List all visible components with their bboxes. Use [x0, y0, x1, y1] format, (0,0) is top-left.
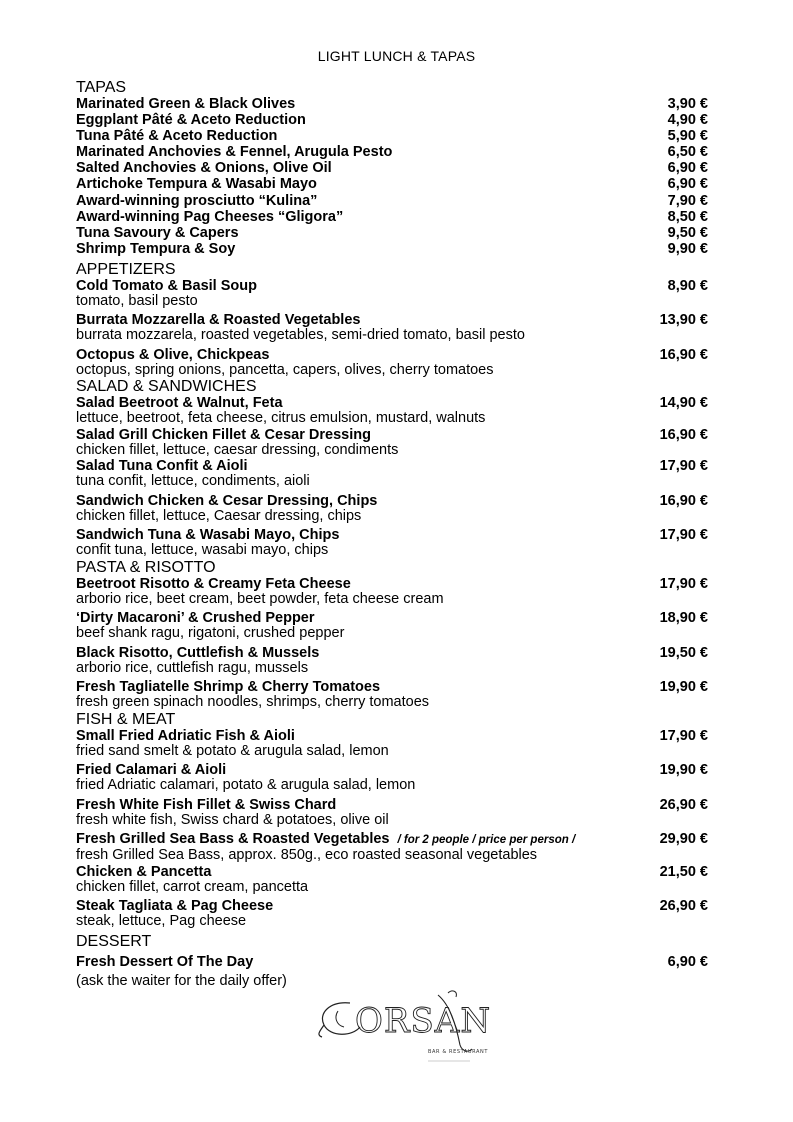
- item-name: Steak Tagliata & Pag Cheese: [76, 898, 274, 915]
- menu-item: [76, 493, 708, 525]
- item-description: steak, lettuce, Pag cheese: [76, 913, 247, 930]
- section-title: PASTA & RISOTTO: [76, 558, 216, 576]
- item-description: chicken fillet, carrot cream, pancetta: [76, 878, 309, 895]
- menu-item: [76, 144, 708, 160]
- item-description: burrata mozzarela, roasted vegetables, semi-dried tomato, basil pesto: [76, 327, 525, 344]
- item-description: arborio rice, cuttlefish ragu, mussels: [76, 659, 309, 676]
- menu-item: [76, 898, 708, 930]
- section-title: FISH & MEAT: [76, 710, 176, 728]
- menu-item: [76, 278, 708, 310]
- item-price: 13,90 €: [659, 312, 708, 329]
- menu-item: [76, 458, 708, 490]
- item-price: 26,90 €: [659, 898, 708, 915]
- item-name: Octopus & Olive, Chickpeas: [76, 346, 270, 363]
- item-description: tuna confit, lettuce, condiments, aioli: [76, 473, 310, 490]
- item-price: 19,90 €: [659, 679, 708, 696]
- menu-item: [76, 225, 708, 241]
- item-price: 6,90 €: [667, 160, 708, 177]
- section-pasta-risotto: [76, 559, 708, 711]
- item-price: 17,90 €: [659, 575, 708, 592]
- item-price: 18,90 €: [659, 610, 708, 627]
- item-name: Fresh Dessert Of The Day: [76, 953, 254, 970]
- item-price: 4,90 €: [667, 112, 708, 129]
- item-description: fresh Grilled Sea Bass, approx. 850g., eco roasted seasonal vegetables: [76, 847, 538, 864]
- section-title: SALAD & SANDWICHES: [76, 378, 257, 396]
- menu-item: [76, 112, 708, 128]
- menu-item: [76, 797, 708, 829]
- menu-item: [76, 347, 708, 379]
- section-tapas: [76, 79, 708, 257]
- item-price: 21,50 €: [659, 863, 708, 880]
- item-price: 17,90 €: [659, 527, 708, 544]
- item-name: [76, 831, 575, 848]
- item-description: (ask the waiter for the daily offer): [76, 972, 287, 989]
- item-name: Cold Tomato & Basil Soup: [76, 277, 257, 294]
- menu-item: [76, 831, 708, 864]
- item-description: confit tuna, lettuce, wasabi mayo, chips: [76, 542, 329, 559]
- menu-item: [76, 527, 708, 559]
- item-price: 3,90 €: [667, 96, 708, 112]
- item-name-text: Fresh Grilled Sea Bass & Roasted Vegetables: [76, 831, 390, 848]
- menu-item: [76, 427, 708, 459]
- section-title: DESSERT: [76, 932, 152, 950]
- section-title: TAPAS: [76, 79, 127, 96]
- item-price: 5,90 €: [667, 128, 708, 145]
- item-price: 16,90 €: [659, 492, 708, 509]
- item-name: Tuna Pâté & Aceto Reduction: [76, 128, 278, 145]
- item-name: Marinated Anchovies & Fennel, Arugula Pesto: [76, 144, 393, 161]
- item-description: fresh white fish, Swiss chard & potatoes, olive oil: [76, 811, 389, 828]
- item-price: 6,50 €: [667, 144, 708, 161]
- item-price: 16,90 €: [659, 426, 708, 443]
- item-name: Fresh White Fish Fillet & Swiss Chard: [76, 796, 337, 813]
- menu-item: [76, 176, 708, 192]
- item-description: beef shank ragu, rigatoni, crushed pepper: [76, 625, 345, 642]
- item-price: 7,90 €: [667, 192, 708, 209]
- item-price: 8,90 €: [667, 277, 708, 294]
- menu-item: [76, 193, 708, 209]
- item-name: Salted Anchovies & Onions, Olive Oil: [76, 160, 332, 177]
- item-price: 19,50 €: [659, 644, 708, 661]
- page-title: LIGHT LUNCH & TAPAS: [317, 48, 476, 64]
- menu-item: [76, 395, 708, 427]
- item-price: 8,50 €: [667, 208, 708, 225]
- item-name: Eggplant Pâté & Aceto Reduction: [76, 112, 306, 129]
- item-price: 14,90 €: [659, 395, 708, 412]
- item-name: Tuna Savoury & Capers: [76, 224, 239, 241]
- menu-item: [76, 645, 708, 677]
- menu-item: [76, 312, 708, 344]
- item-description: chicken fillet, lettuce, caesar dressing, condiments: [76, 441, 399, 458]
- item-price: 6,90 €: [667, 176, 708, 193]
- item-description: arborio rice, beet cream, beet powder, feta cheese cream: [76, 590, 444, 607]
- item-name: Beetroot Risotto & Creamy Feta Cheese: [76, 575, 351, 592]
- item-name: Black Risotto, Cuttlefish & Mussels: [76, 644, 320, 661]
- item-price: 26,90 €: [659, 796, 708, 813]
- section-fish-meat: [76, 711, 708, 930]
- menu-item: [76, 728, 708, 760]
- menu-item: [76, 96, 708, 112]
- item-name: ‘Dirty Macaroni’ & Crushed Pepper: [76, 610, 315, 627]
- item-note: / for 2 people / price per person /: [397, 834, 576, 847]
- item-price: 16,90 €: [659, 346, 708, 363]
- item-name: Burrata Mozzarella & Roasted Vegetables: [76, 312, 361, 329]
- item-name: Sandwich Chicken & Cesar Dressing, Chips: [76, 492, 378, 509]
- item-price: 19,90 €: [659, 762, 708, 779]
- menu-item: [76, 160, 708, 176]
- item-price: 9,50 €: [667, 224, 708, 241]
- menu-item: [76, 762, 708, 794]
- menu-item: [76, 209, 708, 225]
- menu-item: [76, 610, 708, 642]
- menu: [76, 79, 708, 989]
- item-price: 29,90 €: [659, 831, 708, 848]
- item-name: Sandwich Tuna & Wasabi Mayo, Chips: [76, 527, 340, 544]
- item-description: fresh green spinach noodles, shrimps, cherry tomatoes: [76, 694, 430, 711]
- item-description: chicken fillet, lettuce, Caesar dressing, chips: [76, 507, 362, 524]
- item-description: lettuce, beetroot, feta cheese, citrus emulsion, mustard, walnuts: [76, 410, 486, 427]
- menu-item: [76, 576, 708, 608]
- item-name: Fresh Tagliatelle Shrimp & Cherry Tomatoes: [76, 679, 381, 696]
- logo-subtitle: BAR & RESTAURANT: [428, 1049, 489, 1055]
- item-name: Small Fried Adriatic Fish & Aioli: [76, 727, 295, 744]
- item-description: octopus, spring onions, pancetta, capers, olives, cherry tomatoes: [76, 361, 494, 378]
- item-name: Salad Grill Chicken Fillet & Cesar Dressing: [76, 426, 371, 443]
- item-name: Artichoke Tempura & Wasabi Mayo: [76, 176, 317, 193]
- section-salad-sandwiches: [76, 378, 708, 559]
- item-name: Salad Beetroot & Walnut, Feta: [76, 395, 283, 412]
- item-name: Fried Calamari & Aioli: [76, 762, 227, 779]
- item-name: Chicken & Pancetta: [76, 863, 212, 880]
- item-description: fried Adriatic calamari, potato & arugula salad, lemon: [76, 777, 416, 794]
- item-name: Award-winning prosciutto “Kulina”: [76, 192, 318, 209]
- item-price: 9,90 €: [667, 240, 708, 257]
- item-description: fried sand smelt & potato & arugula salad, lemon: [76, 742, 389, 759]
- restaurant-logo: [310, 985, 492, 1075]
- logo-wordmark: ORSAN: [355, 1001, 492, 1041]
- item-price: 17,90 €: [659, 458, 708, 475]
- item-description: tomato, basil pesto: [76, 292, 198, 309]
- item-price: 17,90 €: [659, 727, 708, 744]
- section-dessert: [76, 933, 708, 990]
- section-appetizers: [76, 261, 708, 379]
- menu-item: [76, 679, 708, 711]
- item-name: Shrimp Tempura & Soy: [76, 240, 236, 257]
- logo-graphic: [310, 985, 492, 1075]
- section-title: APPETIZERS: [76, 260, 176, 278]
- item-name: Marinated Green & Black Olives: [76, 96, 296, 112]
- item-name: Award-winning Pag Cheeses “Gligora”: [76, 208, 344, 225]
- item-name: Salad Tuna Confit & Aioli: [76, 458, 248, 475]
- menu-item: [76, 128, 708, 144]
- menu-item: [76, 241, 708, 257]
- item-price: 6,90 €: [667, 953, 708, 970]
- menu-item: [76, 864, 708, 896]
